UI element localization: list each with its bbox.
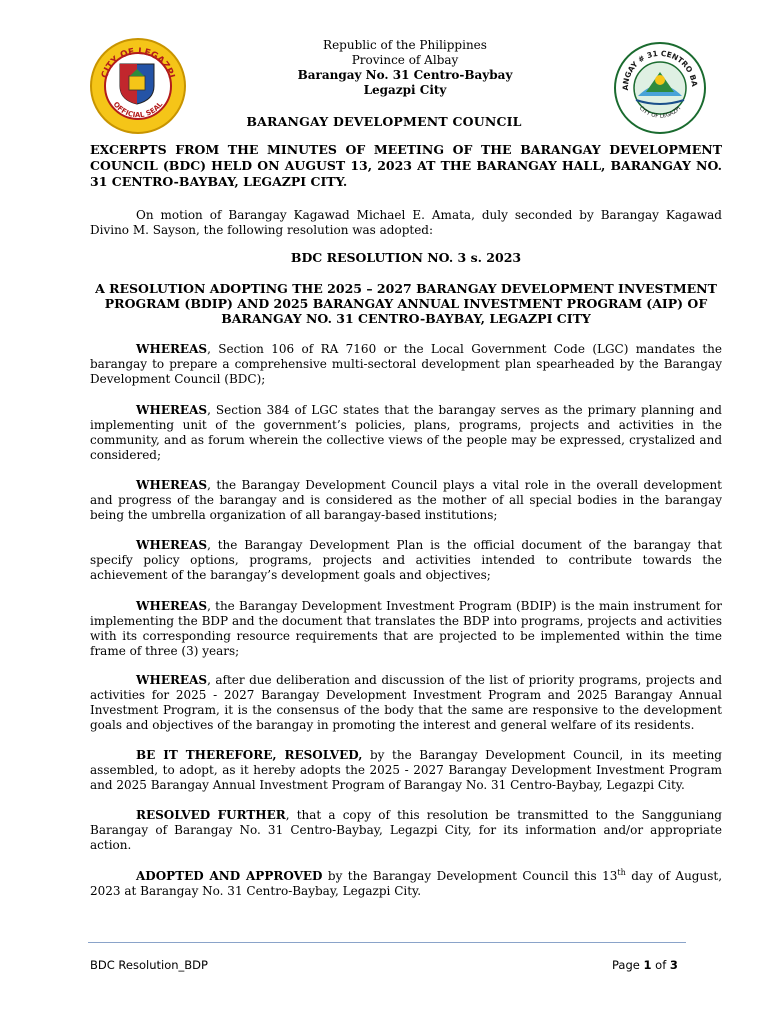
- adopted-text-end: day of August, 2023 at Barangay No. 31 Centro-Baybay, Legazpi City.: [90, 869, 723, 898]
- whereas-paragraph: [90, 403, 722, 463]
- whereas-label: WHEREAS: [136, 538, 208, 552]
- resolved-label: BE IT THEREFORE, RESOLVED,: [136, 748, 363, 762]
- whereas-text: , after due deliberation and discussion of the list of priority programs, projects and activities for 2025 - 2027 Barangay Development Investment Program and 2025 Barangay Annual Investment Program, it is the consensus of the body that the same are responsive to the development goals and objectives of the barangay in promoting the interest and general welfare of its residents.: [90, 673, 722, 732]
- whereas-paragraph: [90, 478, 722, 523]
- footer-divider: [88, 942, 686, 943]
- province-line: Province of Albay: [351, 53, 459, 67]
- resolved-further-paragraph: [90, 808, 722, 853]
- resolution-title: A RESOLUTION ADOPTING THE 2025 – 2027 BARANGAY DEVELOPMENT INVESTMENT PROGRAM (BDIP) AND 2025 BARANGAY ANNUAL INVESTMENT PROGRAM (AIP) OF BARANGAY NO. 31 CENTRO-BAYBAY, LEGAZPI CITY: [95, 281, 717, 326]
- page-of-label: of: [651, 958, 670, 972]
- whereas-text: , the Barangay Development Investment Program (BDIP) is the main instrument for implementing the BDP and the document that translates the BDP into programs, projects and activities with its corresponding resource requirements that are projected to be implemented within the time frame of three (3) years;: [90, 599, 722, 658]
- whereas-paragraph: [90, 673, 722, 733]
- council-heading: BARANGAY DEVELOPMENT COUNCIL: [246, 114, 522, 129]
- whereas-text: , Section 384 of LGC states that the barangay serves as the primary planning and implementing unit of the government’s policies, plans, programs, projects and activities in the community, and as forum wherein the collective views of the people may be expressed, crystalized and considered;: [90, 403, 722, 462]
- resolved-further-text: , that a copy of this resolution be transmitted to the Sangguniang Barangay of Barangay No. 31 Centro-Baybay, Legazpi City, for its information and/or appropriate action.: [90, 808, 722, 852]
- seal-right-bottom-text: CITY OF LEGAZPI: [637, 105, 683, 120]
- seal-right-top-text: ANGAY # 31 CENTRO BA: [620, 48, 699, 91]
- resolved-further-label: RESOLVED FURTHER: [136, 808, 286, 822]
- whereas-label: WHEREAS: [136, 342, 208, 356]
- seal-left-top-text: CITY OF LEGAZPI: [100, 46, 176, 80]
- adopted-label: ADOPTED AND APPROVED: [136, 869, 323, 883]
- page-number: [612, 958, 678, 972]
- city-line: Legazpi City: [363, 83, 447, 97]
- adopted-text: by the Barangay Development Council this 13: [322, 869, 618, 883]
- barangay-line: Barangay No. 31 Centro-Baybay: [297, 68, 513, 82]
- whereas-paragraph: [90, 342, 722, 387]
- total-pages: 3: [669, 958, 678, 972]
- motion-paragraph: On motion of Barangay Kagawad Michael E. Amata, duly seconded by Barangay Kagawad Divino M. Sayson, the following resolution was adopted:: [90, 208, 722, 237]
- footer-document-name: BDC Resolution_BDP: [90, 958, 208, 972]
- current-page: 1: [643, 958, 652, 972]
- resolution-number: BDC RESOLUTION NO. 3 s. 2023: [290, 250, 522, 265]
- whereas-label: WHEREAS: [136, 599, 208, 613]
- letterhead: [250, 38, 560, 98]
- whereas-label: WHEREAS: [136, 673, 208, 687]
- ordinal-suffix: th: [617, 868, 626, 877]
- whereas-text: , Section 106 of RA 7160 or the Local Government Code (LGC) mandates the barangay to prepare a comprehensive multi-sectoral development plan spearheaded by the Barangay Development Council (BDC);: [90, 342, 722, 386]
- whereas-label: WHEREAS: [136, 478, 208, 492]
- svg-text:CITY OF LEGAZPI: [100, 47, 176, 80]
- page-label: Page: [612, 958, 644, 972]
- whereas-paragraph: [90, 599, 722, 659]
- seal-left-bottom-text: OFFICIAL SEAL: [111, 100, 165, 120]
- resolved-paragraph: [90, 748, 722, 793]
- whereas-paragraph: [90, 538, 722, 583]
- whereas-text: , the Barangay Development Plan is the official document of the barangay that specify policy options, programs, projects and activities intended to contribute towards the achievement of the barangay’s development goals and objectives;: [90, 538, 722, 582]
- country-line: Republic of the Philippines: [323, 38, 487, 52]
- whereas-label: WHEREAS: [136, 403, 208, 417]
- adopted-paragraph: [90, 869, 722, 899]
- excerpt-title: EXCERPTS FROM THE MINUTES OF MEETING OF THE BARANGAY DEVELOPMENT COUNCIL (BDC) HELD ON AUGUST 13, 2023 AT THE BARANGAY HALL, BARANGAY NO. 31 CENTRO-BAYBAY, LEGAZPI CITY.: [90, 142, 722, 189]
- whereas-text: , the Barangay Development Council plays a vital role in the overall development and progress of the barangay and is considered as the mother of all special bodies in the barangay being the umbrella organization of all barangay-based institutions;: [90, 478, 722, 522]
- resolved-text: by the Barangay Development Council, in its meeting assembled, to adopt, as it hereby adopts the 2025 - 2027 Barangay Development Investment Program and 2025 Barangay Annual Investment Program of Barangay No. 31 Centro-Baybay, Legazpi City.: [90, 748, 722, 792]
